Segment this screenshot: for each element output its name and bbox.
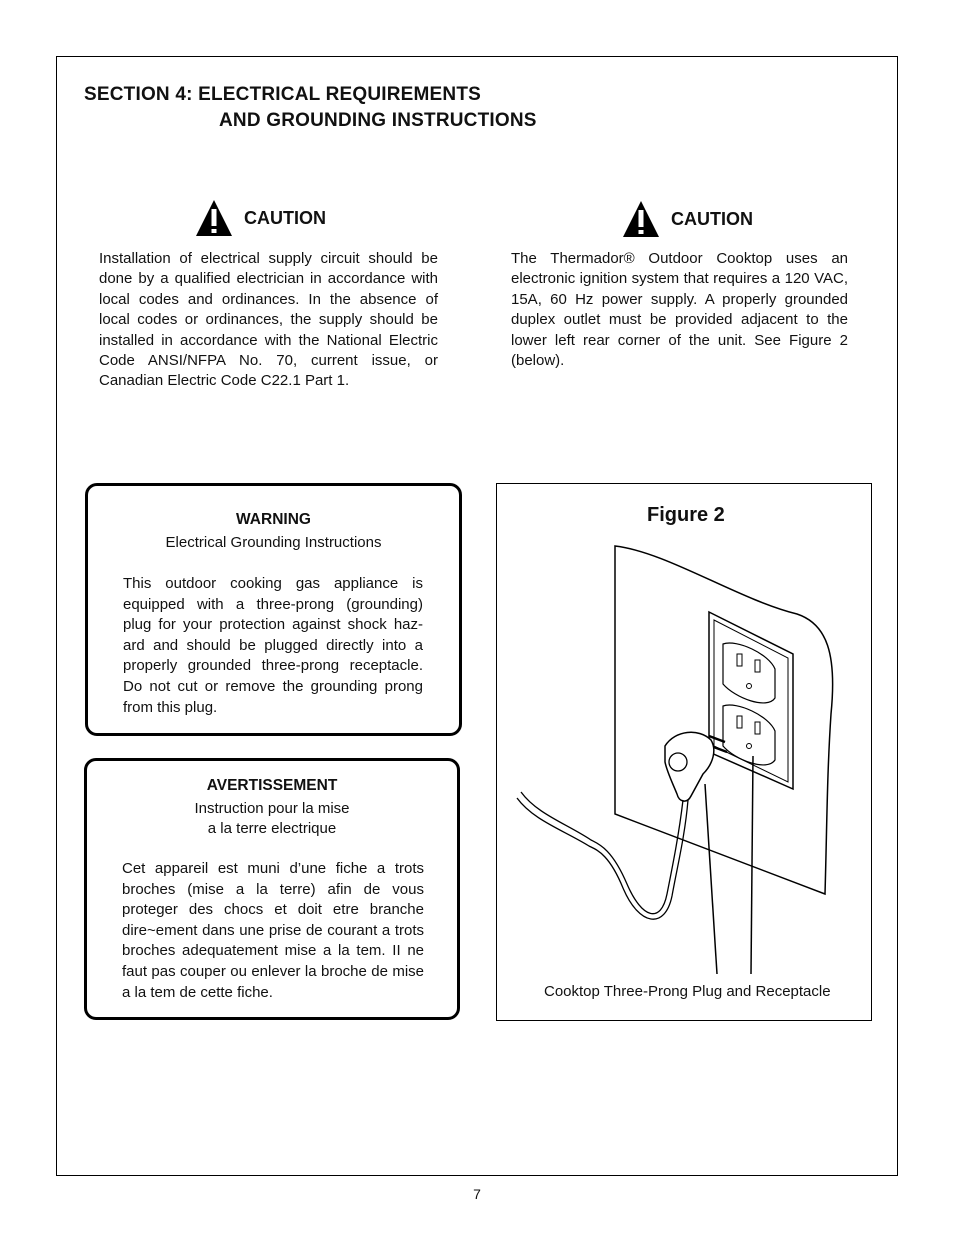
avertissement-subheading-2: a la terre electrique — [207, 820, 337, 837]
warning-subheading: Electrical Grounding Instructions — [165, 534, 382, 551]
outlet-plug-illustration — [497, 484, 871, 1020]
page-number: 7 — [473, 1186, 481, 1202]
section-title-line1: SECTION 4: ELECTRICAL REQUIREMENTS — [84, 84, 482, 105]
warning-heading: WARNING — [236, 511, 311, 528]
caution-right-text: The Thermador® Outdoor Cooktop uses an electronic ignition system that requires a 120 VAC, 15A, 60 Hz power supply. A properly grounded duplex outlet must be provided adjacent to the lower left rear corner of the unit. See Figure 2 (below). — [511, 250, 848, 370]
section-title — [84, 82, 537, 134]
caution-left-text: Installation of electrical supply circuit should be done by a qualified electrician in accordance with local codes and ordinances. In the absence of local codes or ordinances, the supply should be installed in accordance with the National Electric Code ANSI/NFPA No. 70, current issue, or Canadian Electric Code C22.1 Part 1. — [99, 250, 438, 390]
caution-left-header — [194, 198, 326, 238]
avertissement-text: Cet appareil est muni d’une fiche a trots broches (mise a la terre) afin de vous proteger des chocs et doit etre branche dire~ement dans une prise de courant a trots broches adequatement mise a la tem. II ne faut pas couper ou enlever la broche de mise a la tem de cette fiche. — [122, 860, 424, 1001]
caution-left-heading: CAUTION — [244, 207, 326, 228]
caution-right-heading: CAUTION — [671, 208, 753, 229]
figure-caption: Cooktop Three-Prong Plug and Receptacle — [544, 983, 831, 1000]
warning-triangle-icon — [621, 199, 661, 239]
avertissement-subheading-1: Instruction pour la mise — [194, 800, 350, 817]
warning-text: This outdoor cooking gas appliance is equipped with a three-prong (grounding) plug for your protection against shock haz-ard and should be plugged directly into a properly grounded three-prong receptacle. Do not cut or remove the grounding prong from this plug. — [123, 575, 423, 716]
avertissement-heading: AVERTISSEMENT — [206, 777, 338, 794]
caution-right-header — [621, 199, 753, 239]
figure-title: Figure 2 — [647, 504, 725, 526]
section-title-line2: AND GROUNDING INSTRUCTIONS — [219, 110, 537, 131]
warning-triangle-icon — [194, 198, 234, 238]
avertissement-box — [84, 758, 460, 1020]
figure-2 — [496, 483, 872, 1021]
warning-box — [85, 483, 462, 736]
